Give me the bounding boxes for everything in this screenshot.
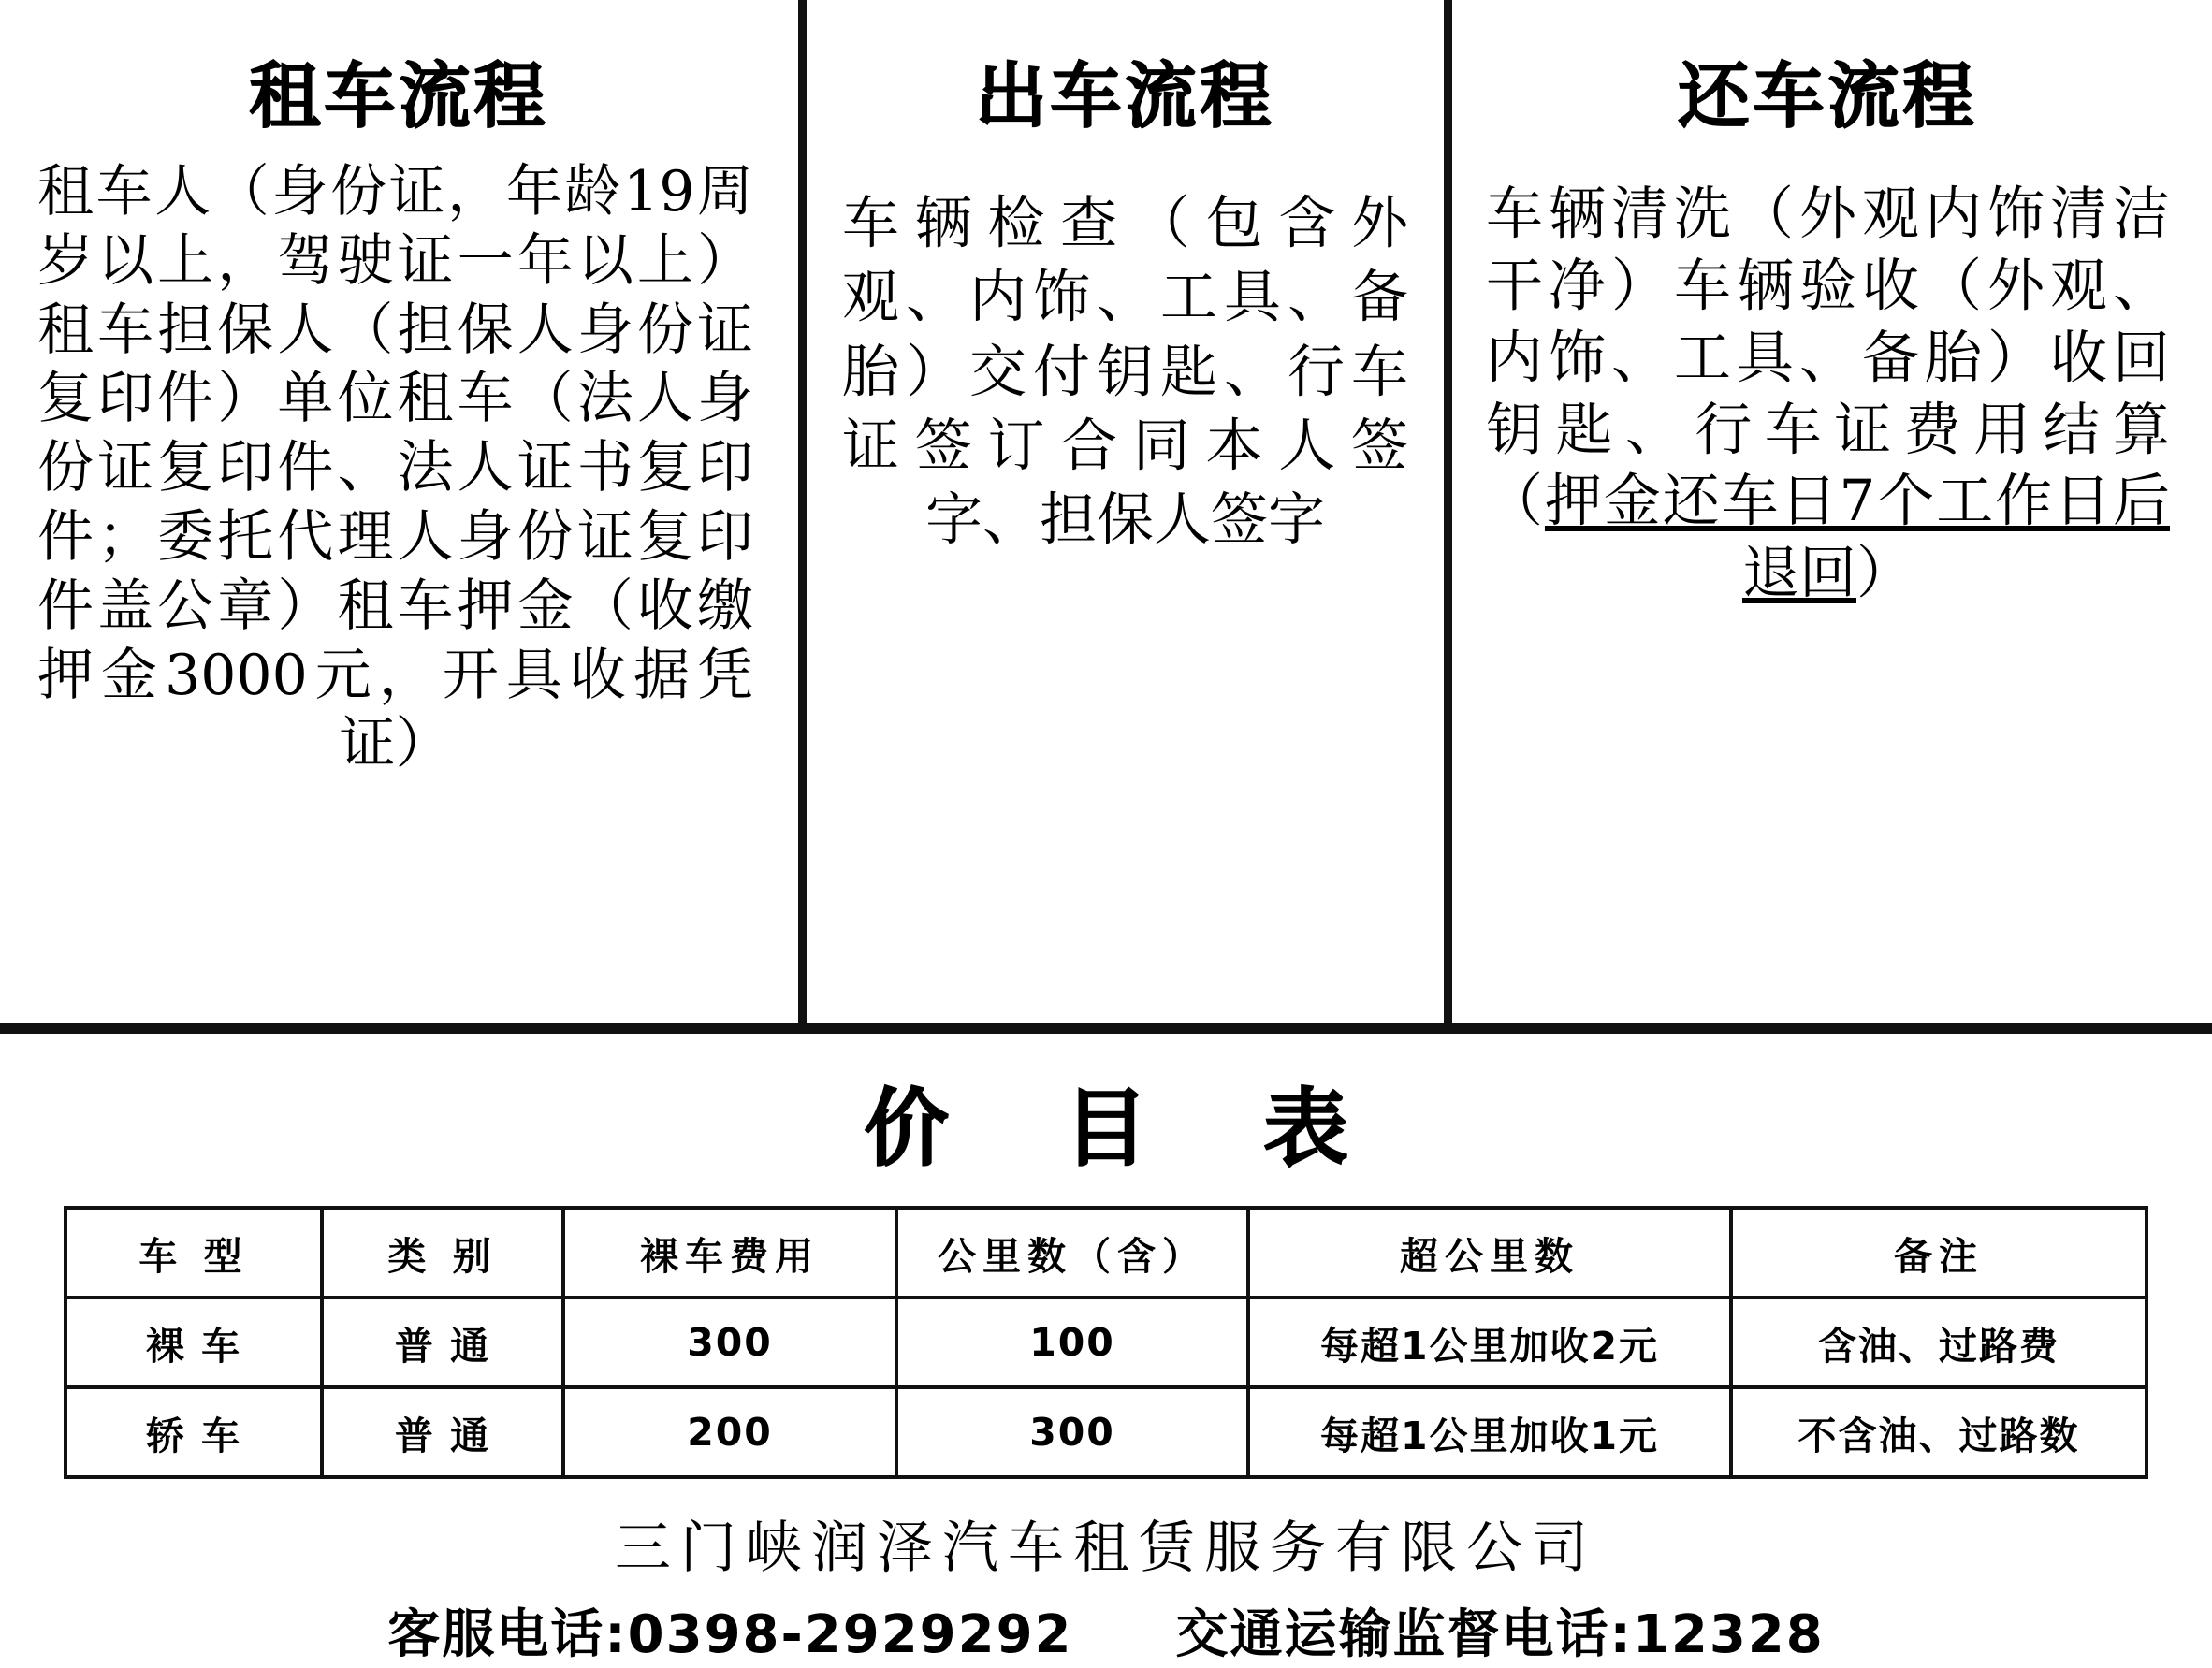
table-cell: 300: [896, 1387, 1248, 1477]
table-header-cell: 超公里数: [1248, 1208, 1731, 1298]
column-return-process: [1452, 0, 2204, 1023]
table-cell: 普 通: [322, 1387, 563, 1477]
table-header-cell: 车 型: [65, 1208, 322, 1298]
table-cell: 每超1公里加收1元: [1248, 1387, 1731, 1477]
table-header-cell: 类 别: [322, 1208, 563, 1298]
supervision-phone: 交通运输监督电话:12328: [1175, 1604, 1825, 1665]
table-cell: 每超1公里加收2元: [1248, 1298, 1731, 1387]
return-body-after: ）: [1856, 540, 1914, 607]
table-header-cell: 裸车费用: [563, 1208, 896, 1298]
table-cell: 裸 车: [65, 1298, 322, 1387]
table-cell: 轿 车: [65, 1387, 322, 1477]
price-list-title: 价 目 表: [864, 1080, 1391, 1178]
table-row: [65, 1387, 2147, 1477]
table-header-cell: 公里数（含）: [896, 1208, 1248, 1298]
return-body-before: 车辆清洗（外观内饰清洁干净）车辆验收（外观、内饰、工具、备胎）收回钥匙、行车证费用结算（: [1486, 181, 2170, 535]
price-list-section: [0, 1034, 2212, 1479]
company-name: 三门峡润泽汽车租赁服务有限公司: [615, 1516, 1597, 1581]
table-header-row: [65, 1208, 2147, 1298]
table-cell: 不含油、过路数: [1731, 1387, 2147, 1477]
column-rental-process: [0, 0, 807, 1023]
table-cell: 200: [563, 1387, 896, 1477]
column-body-dispatch: 车辆检查（包含外观、内饰、工具、备胎）交付钥匙、行车证签订合同本人签字、担保人签字: [842, 190, 1408, 554]
column-dispatch-process: [807, 0, 1452, 1023]
return-body-underlined: 押金还车日7个工作日后退回: [1544, 468, 2170, 607]
table-cell: 普 通: [322, 1298, 563, 1387]
footer: [0, 1503, 2212, 1668]
contact-row: [0, 1593, 2212, 1668]
column-title-rental: 租车流程: [249, 54, 549, 138]
column-title-dispatch: 出车流程: [975, 54, 1275, 138]
column-body-return: [1469, 179, 2187, 610]
table-cell: 含油、过路费: [1731, 1298, 2147, 1387]
table-row: [65, 1298, 2147, 1387]
table-cell: 100: [896, 1298, 1248, 1387]
table-header-cell: 备注: [1731, 1208, 2147, 1298]
column-body-rental: 租车人（身份证，年龄19周岁以上，驾驶证一年以上）租车担保人（担保人身份证复印件）单位租车（法人身份证复印件、法人证书复印件；委托代理人身份证复印件盖公章）租车押金（收缴押金3000元，开具收据凭证）: [37, 159, 753, 777]
column-title-return: 还车流程: [1678, 54, 1978, 138]
table-cell: 300: [563, 1298, 896, 1387]
price-table: [64, 1206, 2148, 1479]
service-phone: 客服电话:0398-2929292: [387, 1604, 1073, 1665]
